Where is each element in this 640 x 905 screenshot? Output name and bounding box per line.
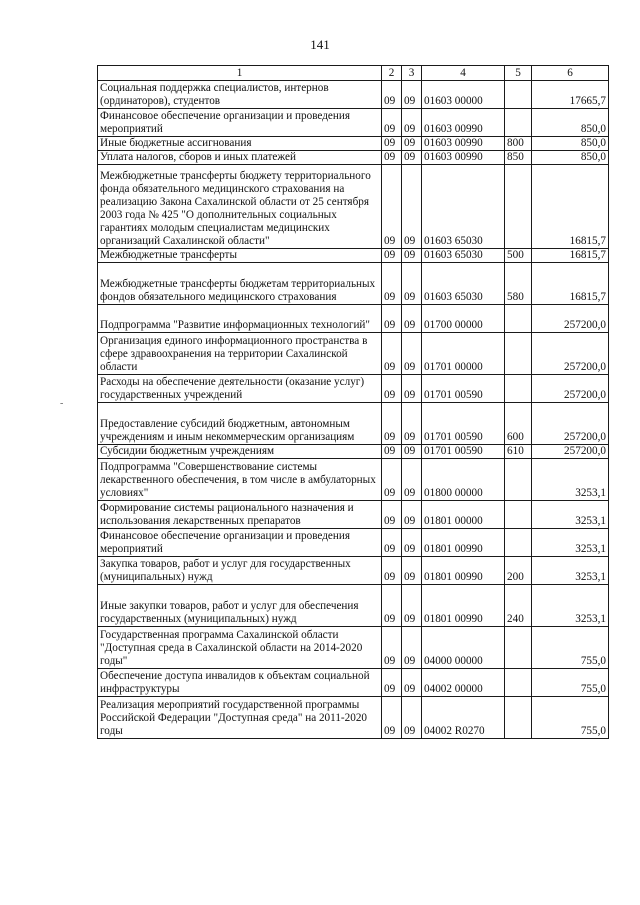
target-article-cell: 01701 00590 [422, 375, 505, 403]
table-row [98, 81, 609, 109]
subsection-code-cell: 09 [402, 403, 422, 445]
section-code-cell: 09 [382, 403, 402, 445]
expense-type-cell [505, 333, 532, 375]
expense-type-cell: 850 [505, 151, 532, 165]
section-code-cell: 09 [382, 333, 402, 375]
target-article-cell: 01603 00990 [422, 137, 505, 151]
section-code-cell: 09 [382, 81, 402, 109]
subsection-code-cell: 09 [402, 375, 422, 403]
amount-cell: 850,0 [532, 151, 609, 165]
subsection-code-cell: 09 [402, 501, 422, 529]
section-code-cell: 09 [382, 585, 402, 627]
table-row [98, 375, 609, 403]
row-name-cell: Подпрограмма "Совершенствование системы лекарственного обеспечения, в том числе в амбулаторных условиях" [98, 459, 382, 501]
amount-cell: 3253,1 [532, 529, 609, 557]
subsection-code-cell: 09 [402, 151, 422, 165]
expense-type-cell [505, 375, 532, 403]
section-code-cell: 09 [382, 557, 402, 585]
subsection-code-cell: 09 [402, 459, 422, 501]
section-code-cell: 09 [382, 445, 402, 459]
subsection-code-cell: 09 [402, 697, 422, 739]
page-number: 141 [310, 37, 330, 52]
section-code-cell: 09 [382, 529, 402, 557]
table-row [98, 263, 609, 305]
section-code-cell: 09 [382, 109, 402, 137]
row-name-cell: Организация единого информационного пространства в сфере здравоохранения на территории Сахалинской области [98, 333, 382, 375]
expense-type-cell: 610 [505, 445, 532, 459]
expense-type-cell [505, 459, 532, 501]
subsection-code-cell: 09 [402, 137, 422, 151]
expense-type-cell [505, 669, 532, 697]
target-article-cell: 04002 R0270 [422, 697, 505, 739]
target-article-cell: 01603 00990 [422, 151, 505, 165]
target-article-cell: 01701 00590 [422, 403, 505, 445]
section-code-cell: 09 [382, 151, 402, 165]
table-row [98, 459, 609, 501]
table-row [98, 557, 609, 585]
row-name-cell: Реализация мероприятий государственной программы Российской Федерации "Доступная среда" на 2011-2020 годы [98, 697, 382, 739]
subsection-code-cell: 09 [402, 669, 422, 697]
table-row [98, 333, 609, 375]
amount-cell: 850,0 [532, 109, 609, 137]
table-body [98, 81, 609, 739]
row-name-cell: Предоставление субсидий бюджетным, автономным учреждениям и иным некоммерческим организациям [98, 403, 382, 445]
row-name-cell: Межбюджетные трансферты бюджетам территориальных фондов обязательного медицинского страхования [98, 263, 382, 305]
row-name-cell: Социальная поддержка специалистов, интернов (ординаторов), студентов [98, 81, 382, 109]
section-code-cell: 09 [382, 697, 402, 739]
column-header: 4 [422, 66, 505, 81]
table-row [98, 445, 609, 459]
target-article-cell: 01801 00990 [422, 585, 505, 627]
expense-type-cell [505, 529, 532, 557]
section-code-cell: 09 [382, 249, 402, 263]
subsection-code-cell: 09 [402, 305, 422, 333]
subsection-code-cell: 09 [402, 627, 422, 669]
target-article-cell: 01603 65030 [422, 249, 505, 263]
target-article-cell: 01701 00590 [422, 445, 505, 459]
amount-cell: 257200,0 [532, 375, 609, 403]
expense-type-cell: 600 [505, 403, 532, 445]
column-header: 6 [532, 66, 609, 81]
subsection-code-cell: 09 [402, 109, 422, 137]
section-code-cell: 09 [382, 669, 402, 697]
column-header: 5 [505, 66, 532, 81]
expense-type-cell [505, 627, 532, 669]
expense-type-cell: 240 [505, 585, 532, 627]
table-row [98, 529, 609, 557]
expense-type-cell [505, 109, 532, 137]
table-row [98, 627, 609, 669]
table-row [98, 249, 609, 263]
amount-cell: 755,0 [532, 669, 609, 697]
expense-type-cell [505, 697, 532, 739]
table-row [98, 501, 609, 529]
section-code-cell: 09 [382, 627, 402, 669]
target-article-cell: 01801 00990 [422, 529, 505, 557]
section-code-cell: 09 [382, 263, 402, 305]
target-article-cell: 01801 00000 [422, 501, 505, 529]
expense-type-cell: 800 [505, 137, 532, 151]
column-header: 2 [382, 66, 402, 81]
amount-cell: 3253,1 [532, 459, 609, 501]
subsection-code-cell: 09 [402, 333, 422, 375]
table-header-row [98, 66, 609, 81]
table-row [98, 403, 609, 445]
row-name-cell: Подпрограмма "Развитие информационных технологий" [98, 305, 382, 333]
target-article-cell: 04002 00000 [422, 669, 505, 697]
amount-cell: 3253,1 [532, 585, 609, 627]
amount-cell: 16815,7 [532, 263, 609, 305]
row-name-cell: Государственная программа Сахалинской области "Доступная среда в Сахалинской области на 2014-2020 годы" [98, 627, 382, 669]
table-row [98, 165, 609, 249]
amount-cell: 755,0 [532, 627, 609, 669]
table-row [98, 585, 609, 627]
amount-cell: 3253,1 [532, 501, 609, 529]
table-row [98, 697, 609, 739]
subsection-code-cell: 09 [402, 81, 422, 109]
subsection-code-cell: 09 [402, 249, 422, 263]
amount-cell: 257200,0 [532, 305, 609, 333]
amount-cell: 3253,1 [532, 557, 609, 585]
margin-mark: - [60, 398, 64, 409]
expense-type-cell: 580 [505, 263, 532, 305]
amount-cell: 850,0 [532, 137, 609, 151]
subsection-code-cell: 09 [402, 445, 422, 459]
target-article-cell: 01603 00000 [422, 81, 505, 109]
section-code-cell: 09 [382, 459, 402, 501]
table-row [98, 151, 609, 165]
row-name-cell: Обеспечение доступа инвалидов к объектам социальной инфраструктуры [98, 669, 382, 697]
target-article-cell: 01701 00000 [422, 333, 505, 375]
amount-cell: 257200,0 [532, 445, 609, 459]
subsection-code-cell: 09 [402, 557, 422, 585]
expense-type-cell: 200 [505, 557, 532, 585]
table-row [98, 305, 609, 333]
section-code-cell: 09 [382, 501, 402, 529]
amount-cell: 257200,0 [532, 333, 609, 375]
target-article-cell: 01603 65030 [422, 165, 505, 249]
column-header: 1 [98, 66, 382, 81]
table-row [98, 669, 609, 697]
amount-cell: 257200,0 [532, 403, 609, 445]
expense-type-cell: 500 [505, 249, 532, 263]
amount-cell: 755,0 [532, 697, 609, 739]
target-article-cell: 01700 00000 [422, 305, 505, 333]
row-name-cell: Иные бюджетные ассигнования [98, 137, 382, 151]
amount-cell: 16815,7 [532, 165, 609, 249]
section-code-cell: 09 [382, 305, 402, 333]
budget-table [97, 65, 609, 739]
section-code-cell: 09 [382, 375, 402, 403]
row-name-cell: Межбюджетные трансферты [98, 249, 382, 263]
subsection-code-cell: 09 [402, 529, 422, 557]
row-name-cell: Закупка товаров, работ и услуг для государственных (муниципальных) нужд [98, 557, 382, 585]
target-article-cell: 01801 00990 [422, 557, 505, 585]
subsection-code-cell: 09 [402, 263, 422, 305]
amount-cell: 16815,7 [532, 249, 609, 263]
expense-type-cell [505, 305, 532, 333]
section-code-cell: 09 [382, 137, 402, 151]
row-name-cell: Субсидии бюджетным учреждениям [98, 445, 382, 459]
section-code-cell: 09 [382, 165, 402, 249]
target-article-cell: 01603 00990 [422, 109, 505, 137]
expense-type-cell [505, 501, 532, 529]
target-article-cell: 04000 00000 [422, 627, 505, 669]
table-row [98, 109, 609, 137]
row-name-cell: Расходы на обеспечение деятельности (оказание услуг) государственных учреждений [98, 375, 382, 403]
target-article-cell: 01603 65030 [422, 263, 505, 305]
expense-type-cell [505, 165, 532, 249]
row-name-cell: Финансовое обеспечение организации и проведения мероприятий [98, 109, 382, 137]
row-name-cell: Формирование системы рационального назначения и использования лекарственных препаратов [98, 501, 382, 529]
column-header: 3 [402, 66, 422, 81]
target-article-cell: 01800 00000 [422, 459, 505, 501]
row-name-cell: Межбюджетные трансферты бюджету территориального фонда обязательного медицинского страхования на реализацию Закона Сахалинской области от 25 сентября 2003 года № 425 "О дополнительных социальных гарантиях молодым специалистам медицинских организаций Сахалинской области" [98, 165, 382, 249]
row-name-cell: Иные закупки товаров, работ и услуг для обеспечения государственных (муниципальных) нужд [98, 585, 382, 627]
subsection-code-cell: 09 [402, 165, 422, 249]
row-name-cell: Уплата налогов, сборов и иных платежей [98, 151, 382, 165]
table-row [98, 137, 609, 151]
subsection-code-cell: 09 [402, 585, 422, 627]
expense-type-cell [505, 81, 532, 109]
row-name-cell: Финансовое обеспечение организации и проведения мероприятий [98, 529, 382, 557]
amount-cell: 17665,7 [532, 81, 609, 109]
